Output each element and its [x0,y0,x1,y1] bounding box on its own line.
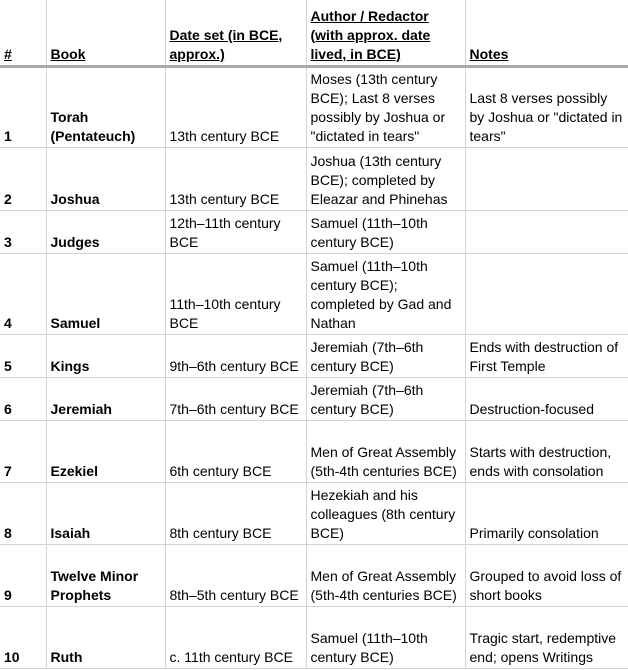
cell-book[interactable]: Isaiah [46,482,165,544]
cell-author[interactable]: Hezekiah and his colleagues (8th century BCE) [306,482,465,544]
cell-num[interactable]: 3 [0,210,46,253]
cell-notes[interactable]: Ends with destruction of First Temple [465,334,628,377]
cell-book[interactable]: Kings [46,334,165,377]
cell-num[interactable]: 2 [0,147,46,210]
table-row [0,147,628,210]
table-row [0,420,628,482]
cell-book[interactable]: Joshua [46,147,165,210]
cell-date[interactable]: 11th–10th century BCE [165,253,306,334]
cell-num[interactable]: 1 [0,66,46,147]
header-num[interactable]: # [0,0,46,66]
cell-notes[interactable]: Tragic start, redemptive end; opens Writings [465,606,628,668]
cell-notes[interactable] [465,147,628,210]
cell-author[interactable]: Moses (13th century BCE); Last 8 verses possibly by Joshua or "dictated in tears" [306,66,465,147]
cell-notes[interactable] [465,253,628,334]
cell-date[interactable]: 8th century BCE [165,482,306,544]
table-row [0,253,628,334]
cell-date[interactable]: 7th–6th century BCE [165,377,306,420]
table-row [0,210,628,253]
table-row [0,606,628,668]
cell-date[interactable]: 8th–5th century BCE [165,544,306,606]
cell-book[interactable]: Ezekiel [46,420,165,482]
cell-date[interactable]: 13th century BCE [165,147,306,210]
cell-num[interactable]: 10 [0,606,46,668]
cell-num[interactable]: 8 [0,482,46,544]
cell-num[interactable]: 7 [0,420,46,482]
cell-author[interactable]: Samuel (11th–10th century BCE); completed by Gad and Nathan [306,253,465,334]
cell-book[interactable]: Ruth [46,606,165,668]
cell-notes[interactable]: Last 8 verses possibly by Joshua or "dictated in tears" [465,66,628,147]
cell-date[interactable]: 9th–6th century BCE [165,334,306,377]
table-row [0,544,628,606]
cell-book[interactable]: Judges [46,210,165,253]
header-row [0,0,628,66]
cell-notes[interactable]: Primarily consolation [465,482,628,544]
header-notes[interactable]: Notes [465,0,628,66]
cell-notes[interactable]: Starts with destruction, ends with consolation [465,420,628,482]
header-book[interactable]: Book [46,0,165,66]
header-author[interactable]: Author / Redactor (with approx. date lived, in BCE) [306,0,465,66]
cell-book[interactable]: Twelve Minor Prophets [46,544,165,606]
cell-date[interactable]: c. 11th century BCE [165,606,306,668]
header-date[interactable]: Date set (in BCE, approx.) [165,0,306,66]
cell-date[interactable]: 13th century BCE [165,66,306,147]
cell-notes[interactable]: Destruction-focused [465,377,628,420]
cell-author[interactable]: Jeremiah (7th–6th century BCE) [306,334,465,377]
table-row [0,66,628,147]
cell-num[interactable]: 4 [0,253,46,334]
cell-num[interactable]: 6 [0,377,46,420]
cell-book[interactable]: Jeremiah [46,377,165,420]
table-row [0,482,628,544]
cell-num[interactable]: 5 [0,334,46,377]
cell-author[interactable]: Joshua (13th century BCE); completed by Eleazar and Phinehas [306,147,465,210]
cell-author[interactable]: Men of Great Assembly (5th-4th centuries BCE) [306,420,465,482]
table-row [0,377,628,420]
cell-book[interactable]: Torah (Pentateuch) [46,66,165,147]
table-row [0,334,628,377]
cell-book[interactable]: Samuel [46,253,165,334]
cell-notes[interactable] [465,210,628,253]
cell-date[interactable]: 12th–11th century BCE [165,210,306,253]
cell-author[interactable]: Men of Great Assembly (5th-4th centuries BCE) [306,544,465,606]
cell-author[interactable]: Samuel (11th–10th century BCE) [306,606,465,668]
cell-author[interactable]: Jeremiah (7th–6th century BCE) [306,377,465,420]
cell-notes[interactable]: Grouped to avoid loss of short books [465,544,628,606]
cell-num[interactable]: 9 [0,544,46,606]
cell-date[interactable]: 6th century BCE [165,420,306,482]
cell-author[interactable]: Samuel (11th–10th century BCE) [306,210,465,253]
